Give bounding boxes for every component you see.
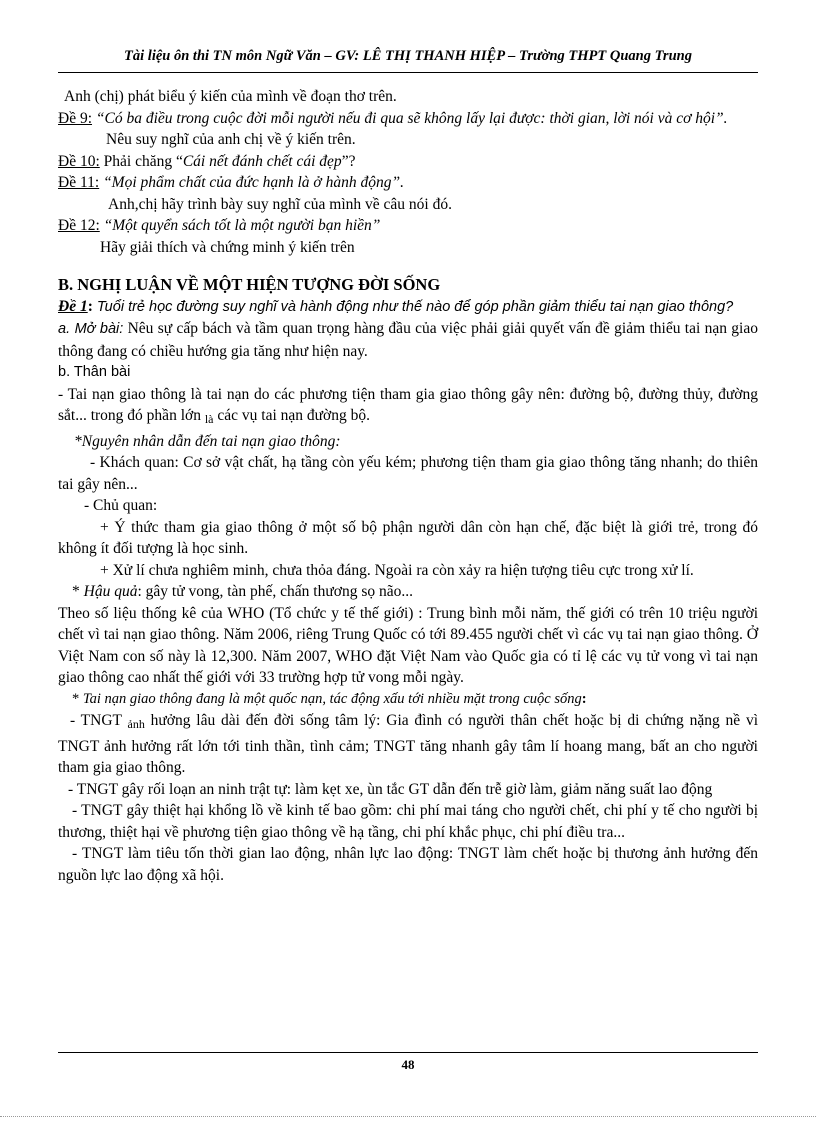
definition-paragraph (58, 384, 758, 431)
topic-11-question: Anh,chị hãy trình bày suy nghĩ của mình về câu nói đó. (108, 195, 452, 213)
topic-9 (58, 108, 758, 130)
intro-label: a. Mở bài: (58, 321, 124, 337)
topic-10-label: Đề 10: (58, 152, 100, 170)
topic-11-label: Đề 11: (58, 174, 100, 191)
topic-9-question: Nêu suy nghĩ của anh chị về ý kiến trên. (106, 131, 356, 148)
psych-text-b: hưởng lâu dài đến đời sống tâm lý: Gia đình có người thân chết hoặc bị di chứng nặng nề vì TNGT ảnh hưởng rất lớn tới tinh thần, tình cảm; TNGT tăng nhanh gây tâm lí hoang mang, bất an cho người tham gia giao thông. (58, 712, 758, 776)
subjective-cause-handling: + Xử lí chưa nghiêm minh, chưa thỏa đáng. Ngoài ra còn xảy ra hiện tượng tiêu cực trong xử lí. (100, 561, 694, 579)
section-b-topic-1 (58, 296, 758, 319)
topic-9-text: “Có ba điều trong cuộc đời mỗi người nếu đi qua sẽ không lấy lại được: thời gian, lời nói và cơ hội”. (92, 109, 728, 127)
prompt-line: Anh (chị) phát biểu ý kiến của mình về đoạn thơ trên. (64, 88, 397, 105)
objective-causes: - Khách quan: Cơ sở vật chất, hạ tầng còn yếu kém; phương tiện tham gia giao thông tăng nhanh; do thiên tai gây nên... (58, 454, 758, 493)
subjective-causes-heading: - Chủ quan: (84, 497, 158, 514)
page-number: 48 (401, 1057, 415, 1072)
who-statistics: Theo số liệu thống kê của WHO (Tổ chức y tế thế giới) : Trung bình mỗi năm, thế giới có trên 10 triệu người chết vì tai nạn giao thông. Năm 2006, riêng Trung Quốc có tới 89.455 người chết vì các vụ tai nạn giao thông. Ở Việt Nam con số này là 12,300. Năm 2007, WHO đặt Việt Nam vào Quốc gia có tỉ lệ các vụ tử vong vì tai nạn giao thông cao nhất thế giới với 33 trường hợp tử vong mỗi ngày. (58, 604, 758, 686)
psychological-impact (58, 710, 758, 779)
topic-12-label: Đề 12: (58, 217, 100, 234)
topic-10-pre: Phải chăng “ (99, 152, 183, 170)
topic-1-label: Đề 1 (58, 297, 88, 315)
consequences-star: * (72, 583, 84, 600)
subjective-cause-awareness: + Ý thức tham gia giao thông ở một số bộ phận người dân còn hạn chế, đặc biệt là giới trẻ, trong đó không ít đối tượng là học sinh. (58, 518, 758, 557)
causes-heading: *Nguyên nhân dẫn đến tai nạn giao thông: (74, 432, 341, 450)
topic-12-text: “Một quyển sách tốt là một người bạn hiền” (99, 217, 381, 234)
labor-impact: - TNGT làm tiêu tốn thời gian lao động, nhân lực lao động: TNGT làm chết hoặc bị thương ảnh hưởng đến nguồn lực lao động xã hội. (58, 845, 758, 884)
definition-text-b: các vụ tai nạn đường bộ. (213, 407, 370, 424)
topic-12 (58, 215, 758, 237)
national-problem-heading (58, 689, 758, 711)
definition-sub: là (204, 412, 214, 426)
bottom-dotted-border (0, 1116, 816, 1117)
national-problem-star: * (72, 690, 83, 707)
topic-11-text: “Mọi phẩm chất của đức hạnh là ở hành động”. (99, 174, 404, 191)
page-header: Tài liệu ôn thi TN môn Ngữ Văn – GV: LÊ THỊ THANH HIỆP – Trường THPT Quang Trung (124, 48, 692, 64)
body-heading: b. Thân bài (58, 364, 131, 380)
topic-12-question: Hãy giải thích và chứng minh ý kiến trên (100, 238, 355, 256)
consequences-heading (58, 581, 758, 603)
consequences-text: : gây tử vong, tàn phế, chấn thương sọ não... (137, 583, 413, 600)
psych-sub: ảnh (127, 717, 145, 731)
security-impact: - TNGT gây rối loạn an ninh trật tự: làm kẹt xe, ùn tắc GT dẫn đến trễ giờ làm, giảm năng suất lao động (68, 780, 713, 798)
economic-impact: - TNGT gây thiệt hại khổng lồ về kinh tế bao gồm: chi phí mai táng cho người chết, chi phí y tế cho người bị thương, thiệt hại về phương tiện giao thông về hạ tầng, chi phí khắc phục, chi phí điều tra... (58, 802, 758, 841)
topic-9-label: Đề 9: (58, 109, 93, 127)
topic-11 (58, 172, 758, 194)
intro-paragraph (58, 318, 758, 362)
spacer (58, 258, 758, 274)
national-problem-colon: : (581, 690, 587, 707)
topic-10-post: ”? (341, 152, 356, 170)
topic-10-quote: Cái nết đánh chết cái đẹp (182, 152, 342, 170)
national-problem-text: Tai nạn giao thông đang là một quốc nạn, tác động xấu tới nhiều mặt trong cuộc sống (82, 690, 582, 707)
intro-text: Nêu sự cấp bách và tầm quan trọng hàng đầu của việc phải giải quyết vấn đề giảm thiểu tai nạn giao thông đang có chiều hướng gia tăng như hiện nay. (58, 320, 758, 360)
topic-1-colon: : (87, 297, 93, 315)
page-content (58, 86, 758, 886)
section-b-title: B. NGHỊ LUẬN VỀ MỘT HIỆN TƯỢNG ĐỜI SỐNG (58, 275, 441, 294)
psych-text-a: - TNGT (70, 712, 128, 729)
header-divider (58, 72, 758, 73)
topic-10 (58, 151, 758, 173)
footer-divider (58, 1052, 758, 1053)
topic-1-text: Tuổi trẻ học đường suy nghĩ và hành động như thế nào để góp phần giảm thiểu tai nạn giao thông? (92, 298, 734, 315)
consequences-label: Hậu quả (83, 583, 138, 600)
definition-text-a: - Tai nạn giao thông là tai nạn do các phương tiện tham gia giao thông gây nên: đường bộ, đường thủy, đường sắt... trong đó phần lớn (58, 385, 758, 424)
